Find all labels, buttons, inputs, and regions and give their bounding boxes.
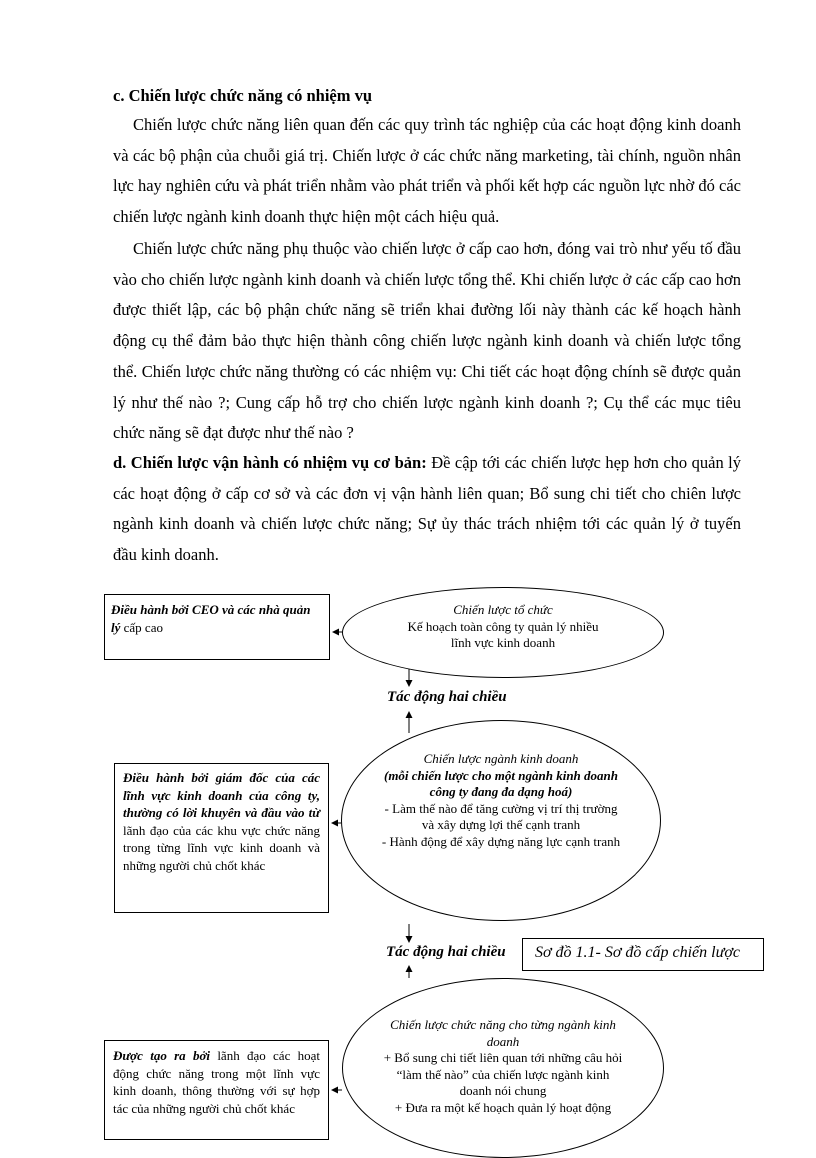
functional-leader-box-normal: lãnh đạo các hoạt động chức năng trong một lĩnh vực kinh doanh, thông thường với sự hợp tác của những người chủ chốt khác <box>113 1048 320 1116</box>
corporate-strategy-ellipse <box>342 587 664 678</box>
ceo-box <box>104 594 330 660</box>
section-d-text: Đề cập tới các chiến lược hẹp hơn cho quản lý các hoạt động ở cấp cơ sở và các đơn vị vận hành liên quan; Bổ sung chi tiết cho chiên lược ngành kinh doanh và chiến lược chức năng; Sự ủy thác trách nhiệm tới các quản lý ở tuyến đầu kinh doanh. <box>113 453 742 565</box>
business-strategy-title: Chiến lược ngành kinh doanh <box>423 751 579 766</box>
ceo-box-normal: cấp cao <box>120 619 163 635</box>
functional-leader-box-bold: Được tạo ra bởi <box>113 1048 211 1063</box>
business-strategy-line-1: - Làm thế nào để tăng cường vị trí thị trường và xây dựng lợi thế cạnh tranh <box>384 800 618 832</box>
functional-leader-box <box>104 1040 329 1140</box>
functional-strategy-line-1: + Bổ sung chi tiết liên quan tới những câu hỏi “làm thế nào” của chiến lược ngành kinh doanh nói chung <box>383 1050 623 1098</box>
section-c-paragraph-2-text: Chiến lược chức năng phụ thuộc vào chiến lược ở cấp cao hơn, đóng vai trò như yếu tố đầu vào cho chiến lược ngành kinh doanh và chiến lược tổng thể. Khi chiến lược ở các cấp cao hơn được thiết lập, các bộ phận chức năng sẽ triển khai đường lối này thành các kế hoạch hành động cụ thể đảm bảo thực hiện thành công chiến lược ngành kinh doanh và chiến lược tổng thể. Chiến lược chức năng thường có các nhiệm vụ: Chi tiết các hoạt động chính sẽ được quản lý như thế nào ?; Cung cấp hỗ trợ cho chiến lược ngành kinh doanh ?; Cụ thể các mục tiêu chức năng sẽ đạt được như thế nào ? <box>113 239 741 443</box>
functional-strategy-line-2: + Đưa ra một kế hoạch quản lý hoạt động <box>394 1099 612 1115</box>
corporate-strategy-line-1: Kế hoạch toàn công ty quản lý nhiều <box>407 618 599 634</box>
ceo-box-bold: Điều hành bởi CEO và các nhà quản lý <box>111 602 311 635</box>
section-c-paragraph-1-text: Chiến lược chức năng liên quan đến các quy trình tác nghiệp của các hoạt động kinh doanh và các bộ phận của chuỗi giá trị. Chiến lược ở các chức năng marketing, tài chính, nguồn nhân lực hay nghiên cứu và phát triển nhằm vào phát triển và phối kết hợp các nguồn lực nhờ đó các chiến lược ngành kinh doanh thực hiện một cách hiệu quả. <box>113 115 741 227</box>
section-d-heading: d. Chiến lược vận hành có nhiệm vụ cơ bản: <box>113 453 427 472</box>
business-strategy-subtitle: (mỗi chiến lược cho một ngành kinh doanh công ty đang đa dạng hoá) <box>383 767 618 799</box>
two-way-impact-label-2: Tác động hai chiều <box>386 944 506 960</box>
functional-strategy-ellipse <box>342 978 664 1158</box>
two-way-impact-label-1: Tác động hai chiều <box>387 689 507 705</box>
business-strategy-ellipse <box>341 720 661 921</box>
corporate-strategy-title: Chiến lược tổ chức <box>453 602 553 617</box>
diagram-caption: Sơ đồ 1.1- Sơ đồ cấp chiến lược <box>522 938 764 971</box>
business-manager-box-normal: lãnh đạo của các khu vực chức năng trong từng lĩnh vực kinh doanh và những người chủ chốt khác <box>123 822 320 873</box>
corporate-strategy-line-2: lĩnh vực kinh doanh <box>450 635 556 650</box>
section-c-heading: c. Chiến lược chức năng có nhiệm vụ <box>113 86 373 105</box>
business-strategy-line-2: - Hành động để xây dựng năng lực cạnh tranh <box>381 833 621 849</box>
business-manager-box <box>114 763 329 913</box>
functional-strategy-title: Chiến lược chức năng cho từng ngành kinh doanh <box>390 1017 616 1049</box>
business-manager-box-bold: Điều hành bởi giám đốc của các lĩnh vực kinh doanh của công ty, thường có lời khuyên và đầu vào từ <box>123 770 320 820</box>
